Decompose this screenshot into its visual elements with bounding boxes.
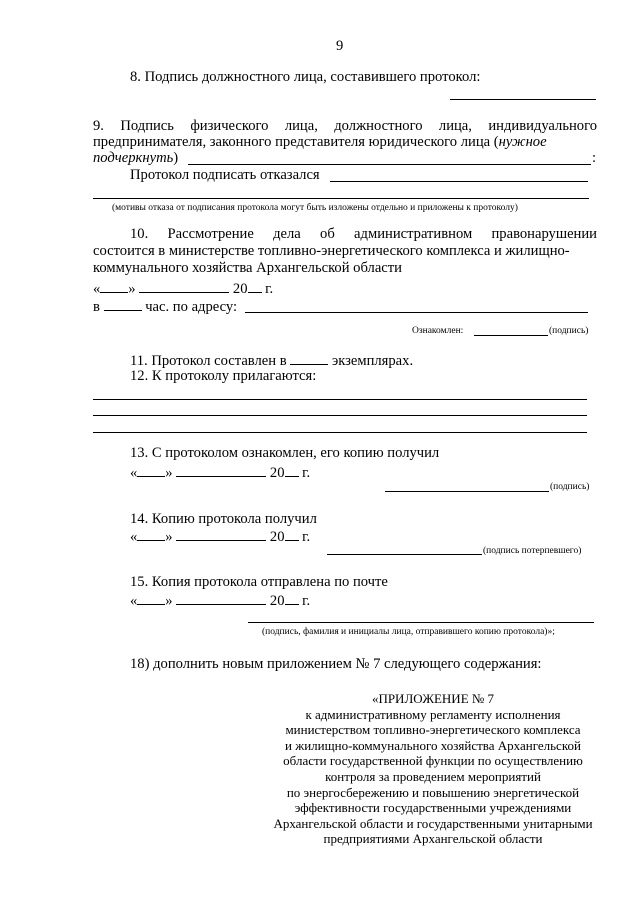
item-9-reason-line — [93, 198, 589, 199]
item-9-colon: : — [592, 150, 597, 166]
year-suffix: г. — [302, 593, 311, 609]
year-prefix: 20 — [269, 593, 285, 609]
appendix-line: и жилищно-коммунального хозяйства Архангельской — [285, 737, 581, 753]
item-14-text: 14. Копию протокола получил — [130, 511, 317, 527]
time-address-label: час. по адресу: — [145, 299, 238, 315]
appendix-line: Архангельской области и государственными унитарными — [273, 815, 593, 831]
item-13-sign-note: (подпись) — [550, 482, 590, 492]
item-8-signature-line — [450, 99, 596, 100]
item-9-refused-label: Протокол подписать отказался — [130, 167, 320, 183]
appendix-line: эффективности государственными учреждениями — [294, 800, 572, 816]
item-13-date — [130, 463, 310, 482]
item-10-time-address — [93, 297, 237, 316]
item-15-text: 15. Копия протокола отправлена по почте — [130, 574, 388, 590]
appendix-line: министерством топливно-энергетического комплекса — [285, 722, 581, 738]
year-blank — [285, 591, 299, 605]
appendix-line: по энергосбережению и повышению энергетической — [286, 784, 580, 800]
item-9-line-2-italic: нужное — [498, 134, 547, 150]
date-close-quote: » — [165, 529, 173, 545]
item-9-line-2 — [93, 134, 547, 151]
month-blank — [176, 463, 266, 477]
month-blank — [176, 591, 266, 605]
item-9-line-2-text: предпринимателя, законного представителя юридического лица ( — [93, 134, 499, 150]
appendix-line: предприятиями Архангельской области — [323, 831, 543, 847]
item-11-suffix: экземплярах. — [331, 353, 414, 369]
appendix-line: к административному регламенту исполнения — [305, 706, 561, 722]
item-10-line-2: состоится в министерстве топливно-энергетического комплекса и жилищно- — [93, 243, 570, 259]
year-prefix: 20 — [232, 281, 248, 297]
item-10-date — [93, 279, 273, 298]
item-9-line-3 — [93, 150, 178, 167]
date-open-quote: « — [130, 529, 138, 545]
month-blank — [176, 527, 266, 541]
year-blank — [285, 463, 299, 477]
item-8-text: 8. Подпись должностного лица, составившего протокол: — [130, 69, 481, 85]
item-9-signature-line — [188, 164, 591, 165]
date-open-quote: « — [130, 593, 138, 609]
item-15-date — [130, 591, 310, 610]
time-prefix: в — [93, 299, 100, 315]
attachments-line-1 — [93, 399, 587, 400]
item-15-sign-note: (подпись, фамилия и инициалы лица, отправившего копию протокола)»; — [262, 627, 555, 637]
year-blank — [248, 279, 262, 293]
item-9-line-3-paren: ) — [173, 150, 179, 166]
attachments-line-3 — [93, 432, 587, 433]
year-suffix: г. — [302, 465, 311, 481]
acquainted-label: Ознакомлен: — [412, 326, 464, 336]
year-suffix: г. — [302, 529, 311, 545]
address-line — [245, 312, 588, 313]
item-13-text: 13. С протоколом ознакомлен, его копию получил — [130, 445, 440, 461]
year-blank — [285, 527, 299, 541]
hour-blank — [104, 297, 142, 311]
item-10-line-1: 10. Рассмотрение дела об административном правонарушении — [130, 226, 597, 242]
item-14-date — [130, 527, 310, 546]
acquainted-sign-note: (подпись) — [549, 326, 589, 336]
page-number: 9 — [336, 38, 344, 54]
appendix-line: области государственной функции по осуществлению — [283, 753, 583, 769]
item-11-prefix: 11. Протокол составлен в — [130, 353, 287, 369]
year-prefix: 20 — [269, 529, 285, 545]
appendix-line: контроля за проведением мероприятий — [325, 769, 541, 784]
item-9-refused-line — [330, 181, 588, 182]
date-open-quote: « — [130, 465, 138, 481]
date-close-quote: » — [165, 465, 173, 481]
year-suffix: г. — [265, 281, 274, 297]
item-18-text: 18) дополнить новым приложением № 7 следующего содержания: — [130, 656, 542, 672]
date-close-quote: » — [165, 593, 173, 609]
copies-blank — [290, 351, 328, 365]
item-14-signature-line — [327, 554, 482, 555]
item-12-text: 12. К протоколу прилагаются: — [130, 368, 317, 384]
item-10-line-3: коммунального хозяйства Архангельской области — [93, 260, 402, 276]
item-9-line-1: 9. Подпись физического лица, должностного лица, индивидуального — [93, 118, 597, 134]
day-blank — [137, 463, 165, 477]
item-9-line-3-italic: подчеркнуть — [93, 150, 174, 166]
item-13-signature-line — [385, 491, 549, 492]
item-15-signature-line — [248, 622, 594, 623]
item-9-refused-note: (мотивы отказа от подписания протокола могут быть изложены отдельно и приложены к протоколу) — [112, 203, 518, 213]
month-blank — [139, 279, 229, 293]
acquainted-signature-line — [474, 335, 548, 336]
date-open-quote: « — [93, 281, 101, 297]
day-blank — [137, 591, 165, 605]
day-blank — [100, 279, 128, 293]
attachments-line-2 — [93, 415, 587, 416]
date-close-quote: » — [128, 281, 136, 297]
day-blank — [137, 527, 165, 541]
appendix-line: «ПРИЛОЖЕНИЕ № 7 — [371, 691, 495, 706]
item-14-sign-note: (подпись потерпевшего) — [483, 546, 582, 556]
year-prefix: 20 — [269, 465, 285, 481]
